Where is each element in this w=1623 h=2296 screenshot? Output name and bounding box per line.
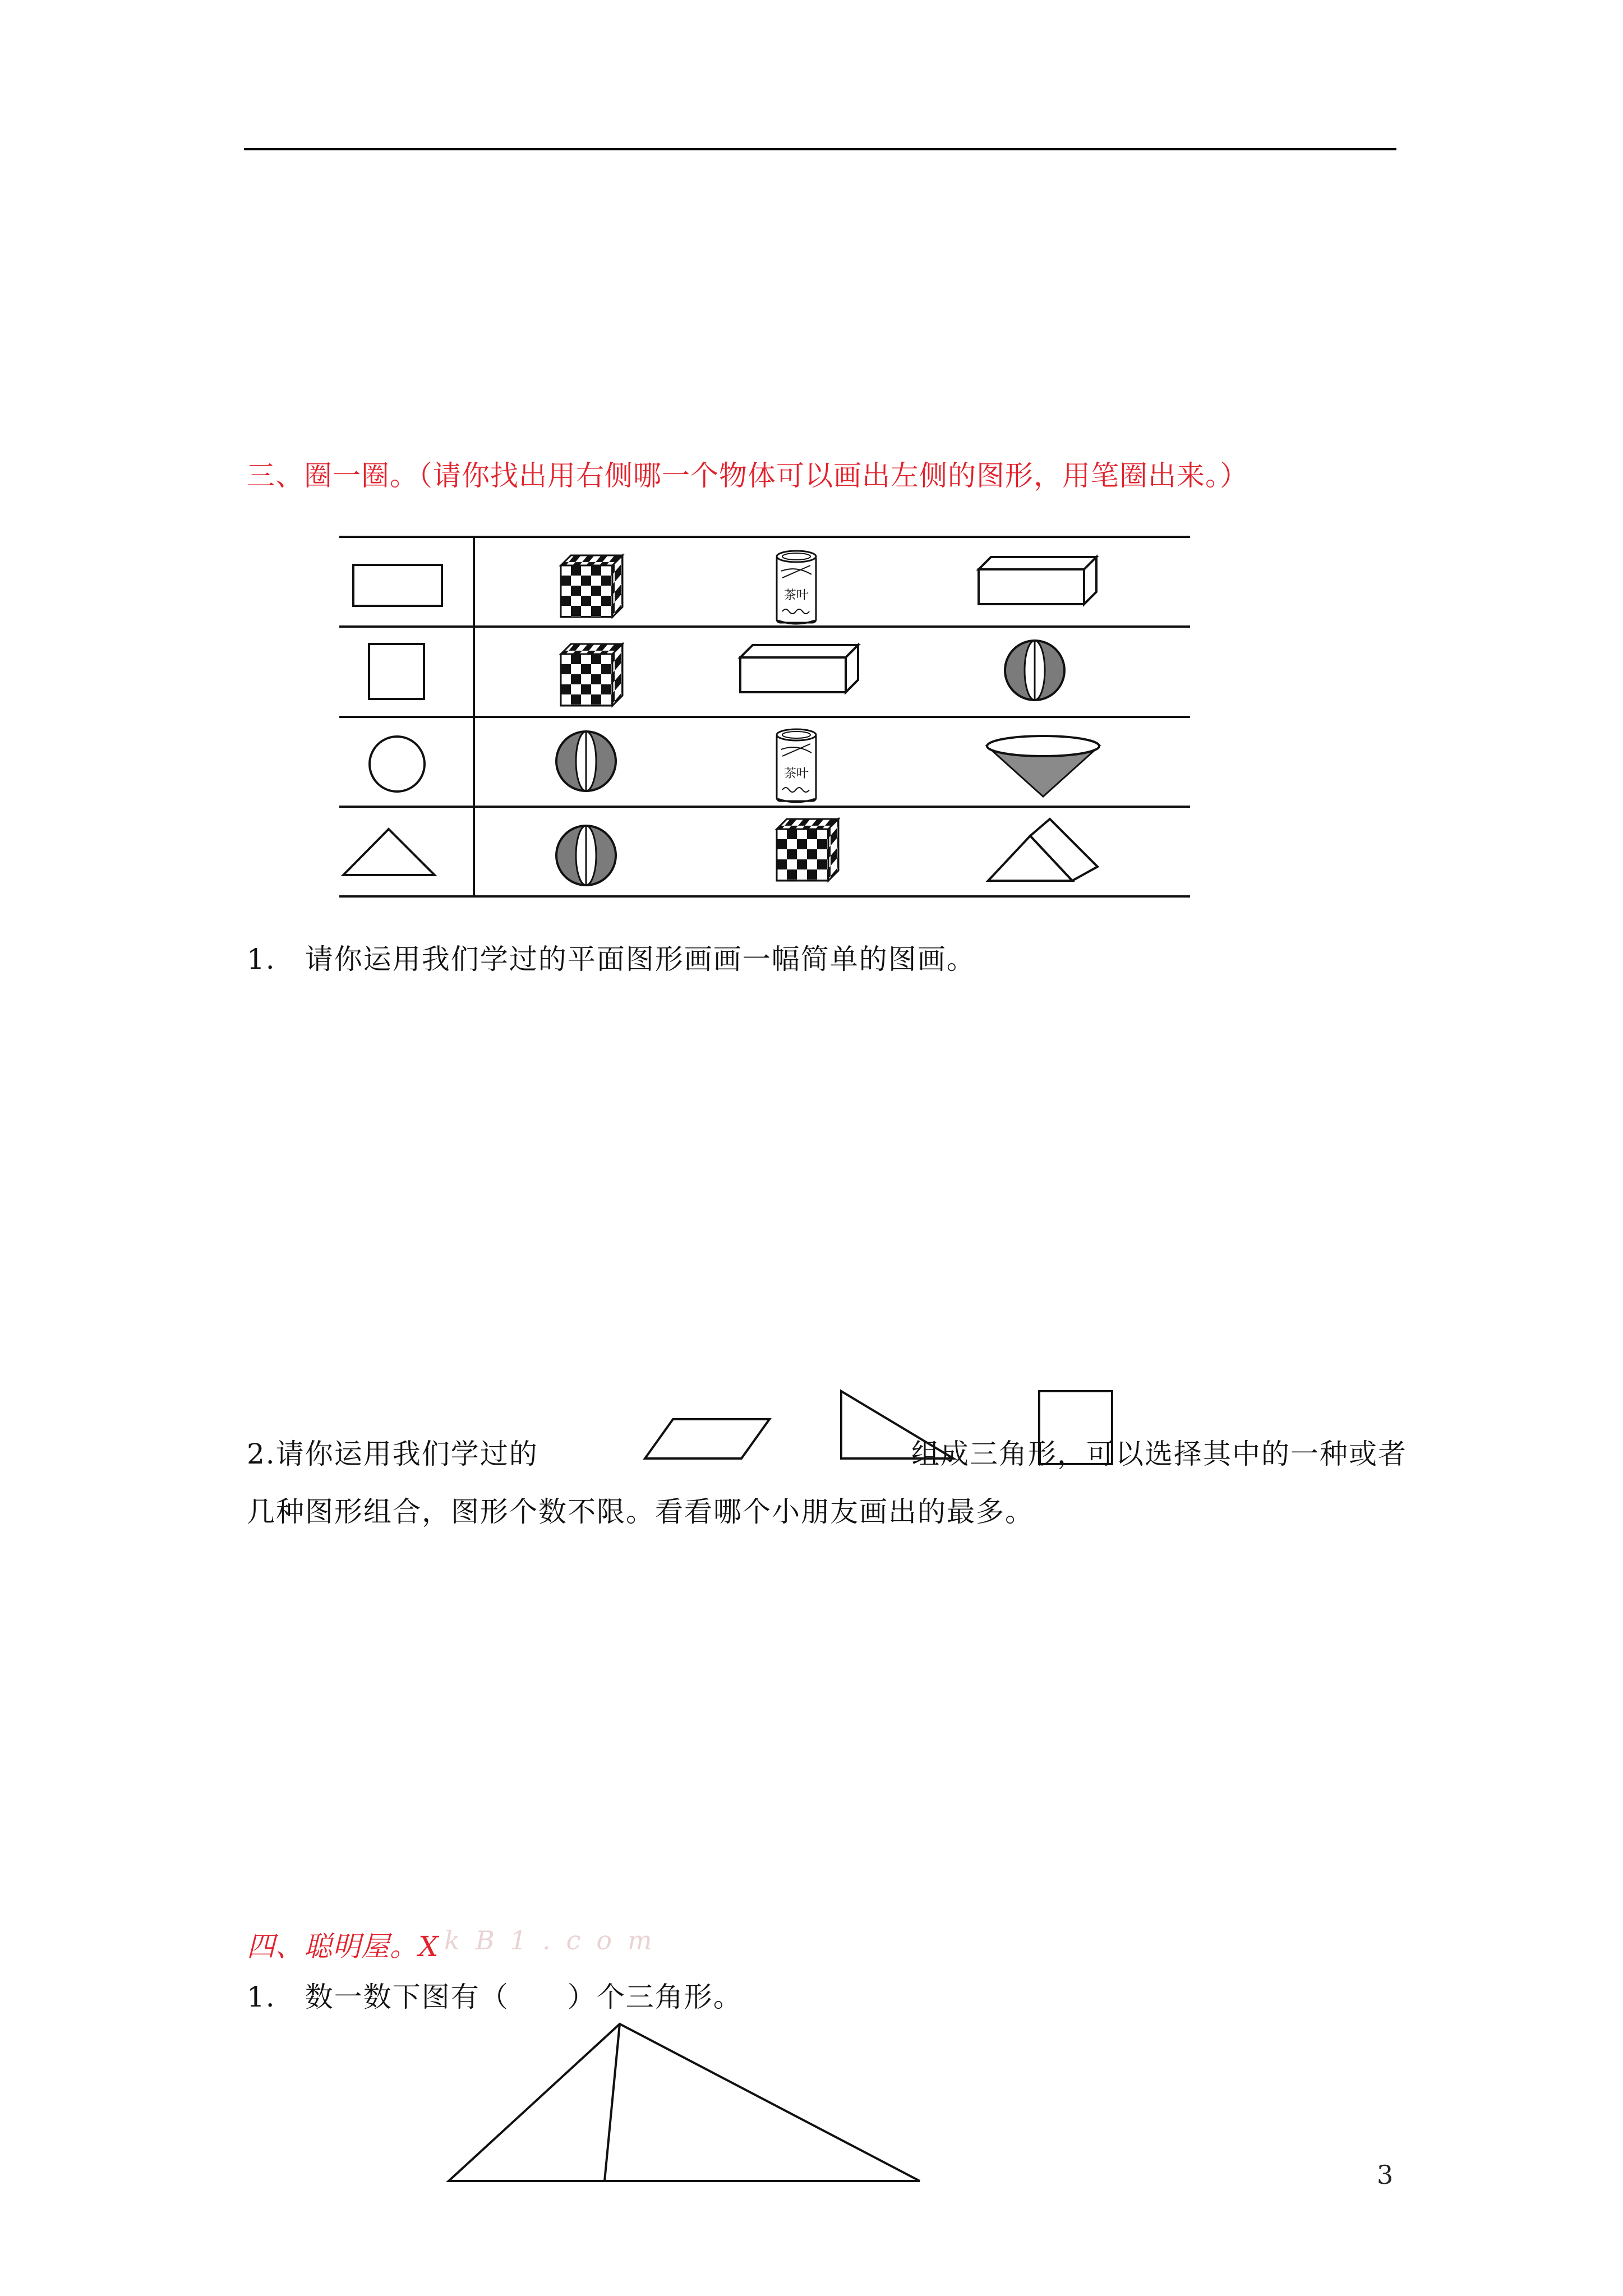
striped-ball-icon xyxy=(556,731,616,791)
striped-ball-icon xyxy=(556,826,616,885)
triangular-prism-icon xyxy=(988,819,1098,881)
circle-shape-icon xyxy=(370,737,425,792)
checkered-cube-icon xyxy=(561,644,623,706)
striped-ball-icon xyxy=(1005,641,1064,700)
tea-can-icon xyxy=(777,551,816,624)
section-3-question-1: 1. 请你运用我们学过的平面图形画画一幅简单的图画。 xyxy=(247,943,976,976)
page-number: 3 xyxy=(1377,2160,1394,2190)
parallelogram-shape-icon xyxy=(645,1419,769,1458)
triangle-count-figure xyxy=(449,2024,920,2181)
checkered-cube-icon xyxy=(561,555,623,617)
section-3-question-2-part-a: 2.请你运用我们学过的 xyxy=(247,1438,538,1470)
tea-can-label: 茶叶 xyxy=(783,588,809,602)
tea-can-icon xyxy=(777,729,816,802)
section-3-title: 三、圈一圈。（请你找出用右侧哪一个物体可以画出左侧的图形，用笔圈出来。） xyxy=(247,459,1248,492)
checkered-cube-icon xyxy=(777,819,838,881)
rectangle-shape-icon xyxy=(353,565,442,606)
section-4-title: 四、聪明屋。X xyxy=(247,1930,439,1963)
triangle-shape-icon xyxy=(343,829,435,875)
tea-can-label: 茶叶 xyxy=(783,767,809,781)
cone-icon xyxy=(987,736,1099,797)
section-3-question-2-part-b: 组成三角形，可以选择其中的一种或者 xyxy=(911,1438,1407,1470)
cuboid-box-icon xyxy=(979,557,1096,604)
section-3-question-2-line-2: 几种图形组合，图形个数不限。看看哪个小朋友画出的最多。 xyxy=(247,1496,1034,1528)
square-shape-icon xyxy=(369,644,424,699)
cuboid-box-icon xyxy=(740,645,858,692)
watermark-text: kB1.com xyxy=(444,1925,668,1955)
section-4-question-1: 1. 数一数下图有（ ）个三角形。 xyxy=(247,1981,743,2013)
